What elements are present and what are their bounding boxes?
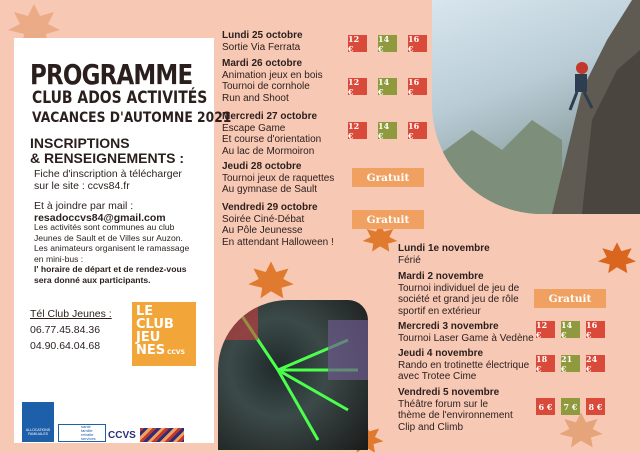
price-tag: 16 € — [586, 321, 605, 338]
schedule-date: Vendredi 5 novembre — [398, 387, 500, 398]
inscription-instructions: Fiche d'inscription à télécharger sur le site : ccvs84.fr Et à joindre par mail : resadoccvs84@gmail.com — [34, 168, 214, 224]
price-tag: 18 € — [536, 355, 555, 372]
schedule-activity: Soirée Ciné-Débat — [222, 213, 305, 225]
schedule-entry — [222, 202, 352, 248]
schedule-activity: Run and Shoot — [222, 92, 289, 104]
schedule-activity: Clip and Climb — [398, 421, 464, 433]
schedule-activity: Au Pôle Jeunesse — [222, 225, 303, 236]
schedule-date: Lundi 1e novembre — [398, 243, 490, 254]
price-tag: 16 € — [408, 122, 427, 139]
price-tag: 12 € — [348, 35, 367, 52]
price-tag: 21 € — [561, 355, 580, 372]
price-tag: 14 € — [378, 78, 397, 95]
autumn-leaf-icon — [595, 230, 639, 284]
schedule-entry — [398, 321, 538, 344]
climbing-photo — [432, 0, 640, 214]
schedule-activity: Animation jeux en bois — [222, 69, 323, 81]
gratuit-badge: Gratuit — [534, 289, 606, 308]
schedule-date: Lundi 25 octobre — [222, 30, 303, 41]
schedule-entry — [222, 58, 352, 104]
schedule-activity: Au lac de Mormoiron — [222, 145, 315, 157]
schedule-entry — [222, 161, 352, 196]
price-tag: 14 € — [378, 122, 397, 139]
club-jeunes-logo: LE CLUB JEU NES CCVS — [132, 302, 196, 366]
gratuit-badge: Gratuit — [352, 168, 424, 187]
schedule-activity: Férié — [398, 254, 421, 266]
price-tag: 14 € — [378, 35, 397, 52]
title-programme: PROGRAMME — [30, 58, 193, 91]
price-tag: 24 € — [586, 355, 605, 372]
schedule-date: Mercredi 27 octobre — [222, 111, 318, 122]
phone-number[interactable]: 06.77.45.84.36 — [30, 324, 101, 336]
schedule-entry — [398, 348, 538, 383]
inscriptions-heading: INSCRIPTIONS & RENSEIGNEMENTS : — [30, 135, 185, 166]
price-tag: 12 € — [348, 122, 367, 139]
laser-game-photo — [218, 300, 368, 450]
schedule-activity: Tournoi Laser Game à Vedène — [398, 332, 534, 344]
schedule-activity: société et grand jeu de rôle — [398, 294, 519, 305]
price-tag: 16 € — [408, 35, 427, 52]
ccvs-stripes — [140, 428, 184, 442]
price-tag: 12 € — [348, 78, 367, 95]
schedule-activity: Tournoi jeux de raquettes — [222, 172, 335, 184]
title-club: CLUB ADOS ACTIVITÉS — [32, 88, 208, 108]
price-tag: 14 € — [561, 321, 580, 338]
schedule-activity: sportif en extérieur — [398, 305, 481, 317]
schedule-date: Mardi 26 octobre — [222, 58, 303, 69]
schedule-activity: Tournoi de cornhole — [222, 81, 310, 92]
schedule-activity: avec Trotee Cime — [398, 371, 477, 382]
schedule-activity: Théâtre forum sur le — [398, 398, 489, 410]
schedule-entry — [398, 243, 538, 266]
title-vacances: VACANCES D'AUTOMNE 2021 — [32, 110, 232, 126]
schedule-activity: Escape Game — [222, 122, 286, 134]
schedule-activity: Rando en trotinette électrique — [398, 359, 530, 371]
phone-number[interactable]: 04.90.64.04.68 — [30, 340, 101, 352]
contact-email[interactable]: resadoccvs84@gmail.com — [34, 212, 166, 224]
autumn-leaf-icon — [244, 258, 298, 300]
laser-beams-icon — [218, 300, 368, 450]
schedule-entry — [222, 30, 352, 53]
schedule-entry — [398, 271, 538, 317]
schedule-activity: Et course d'orientation — [222, 134, 322, 145]
price-tag: 12 € — [536, 321, 555, 338]
schedule-date: Jeudi 4 novembre — [398, 348, 484, 359]
price-tag: 7 € — [561, 398, 580, 415]
ccvs-logo: CCVS — [108, 430, 136, 441]
msa-logo: santé famille retraite services — [58, 424, 106, 442]
schedule-entry — [222, 111, 352, 157]
schedule-date: Mardi 2 novembre — [398, 271, 484, 282]
schedule-date: Jeudi 28 octobre — [222, 161, 302, 172]
schedule-activity: Au gymnase de Sault — [222, 184, 318, 195]
gratuit-badge: Gratuit — [352, 210, 424, 229]
schedule-entry — [398, 387, 538, 433]
schedule-activity: Sortie Via Ferrata — [222, 41, 301, 53]
schedule-activity: En attendant Halloween ! — [222, 236, 334, 248]
climbing-scene-icon — [432, 0, 640, 214]
schedule-activity: Tournoi individuel de jeu de — [398, 282, 520, 294]
phone-contact: Tél Club Jeunes : 06.77.45.84.36 04.90.64.04.68 — [30, 308, 112, 352]
schedule-date: Mercredi 3 novembre — [398, 321, 499, 332]
price-tag: 6 € — [536, 398, 555, 415]
schedule-date: Vendredi 29 octobre — [222, 202, 318, 213]
caf-logo: ALLOCATIONS FAMILIALES — [22, 402, 54, 442]
price-tag: 8 € — [586, 398, 605, 415]
price-tag: 16 € — [408, 78, 427, 95]
schedule-activity: thème de l'environnement — [398, 410, 513, 421]
activities-note: Les activités sont communes au club Jeunes de Sault et de Villes sur Auzon. Les animateurs organisent le ramassage en mini-bus : l' horaire de départ et de rendez-vous sera donné aux participants. — [34, 222, 190, 285]
